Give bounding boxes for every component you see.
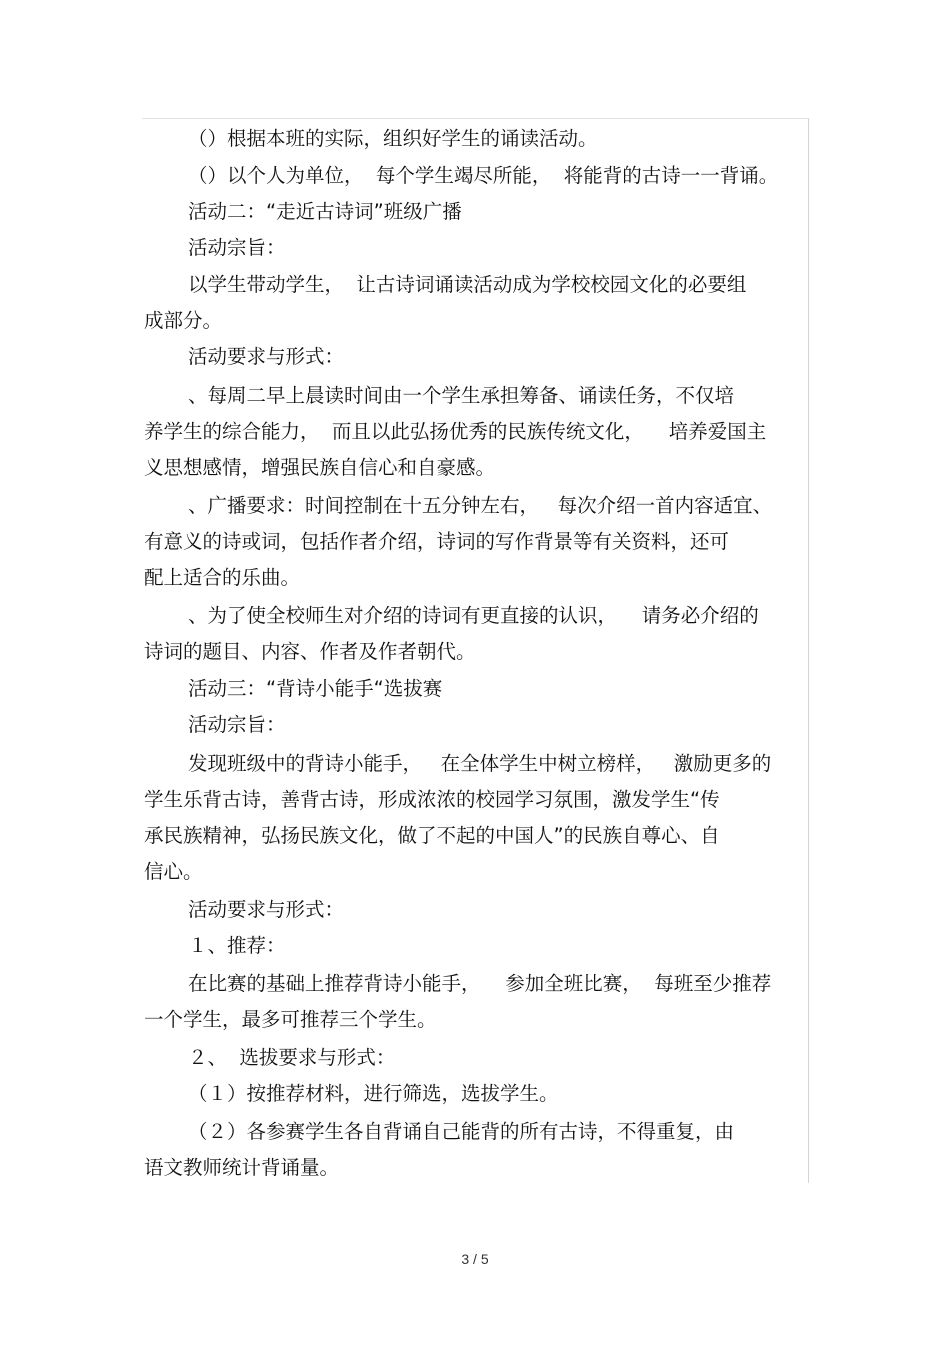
page-number: 3 / 5 (461, 1251, 489, 1267)
text-line: 一个学生，最多可推荐三个学生。 (144, 1008, 437, 1031)
text-line: （２）各参赛学生各自背诵自己能背的所有古诗，不得重复，由 (188, 1120, 735, 1143)
section-heading: 活动二：“走近古诗词”班级广播 (188, 200, 462, 223)
subsection-heading: 活动要求与形式： (188, 345, 345, 368)
text-line: 信心。 (144, 860, 203, 883)
text-line: 语文教师统计背诵量。 (144, 1156, 340, 1179)
text-line: 诗词的题目、内容、作者及作者朝代。 (144, 640, 476, 663)
section-heading: 活动三：“背诗小能手“选拔赛 (188, 677, 443, 700)
text-line: （）根据本班的实际，组织好学生的诵读活动。 (188, 127, 598, 150)
subsection-heading: 活动要求与形式： (188, 898, 345, 921)
subsection-heading: 活动宗旨： (188, 236, 286, 259)
subsection-heading: 活动宗旨： (188, 713, 286, 736)
text-line: （１）按推荐材料，进行筛选，选拔学生。 (188, 1082, 559, 1105)
text-line: 成部分。 (144, 309, 223, 332)
text-line: 有意义的诗或词，包括作者介绍，诗词的写作背景等有关资料，还可 (144, 530, 730, 553)
text-line: 承民族精神，弘扬民族文化，做了不起的中国人”的民族自尊心、自 (144, 824, 720, 847)
text-line: 、每周二早上晨读时间由一个学生承担筹备、诵读任务，不仅培 (188, 384, 735, 407)
text-line: （）以个人为单位， 每个学生竭尽所能， 将能背的古诗一一背诵。 (188, 164, 779, 187)
list-item-heading: ２、 选拔要求与形式： (188, 1046, 396, 1069)
text-line: 配上适合的乐曲。 (144, 566, 301, 589)
text-line: 义思想感情，增强民族自信心和自豪感。 (144, 456, 496, 479)
text-line: 、广播要求：时间控制在十五分钟左右， 每次介绍一首内容适宜、 (188, 494, 773, 517)
text-line: 学生乐背古诗，善背古诗，形成浓浓的校园学习氛围，激发学生“传 (144, 788, 720, 811)
list-item-heading: １、推荐： (188, 934, 286, 957)
text-line: 发现班级中的背诗小能手， 在全体学生中树立榜样， 激励更多的 (188, 752, 772, 775)
text-line: 在比赛的基础上推荐背诗小能手， 参加全班比赛， 每班至少推荐 (188, 972, 772, 995)
text-line: 以学生带动学生， 让古诗词诵读活动成为学校校园文化的必要组 (188, 273, 747, 296)
text-line: 养学生的综合能力， 而且以此弘扬优秀的民族传统文化， 培养爱国主 (144, 420, 767, 443)
text-line: 、为了使全校师生对介绍的诗词有更直接的认识， 请务必介绍的 (188, 604, 759, 627)
